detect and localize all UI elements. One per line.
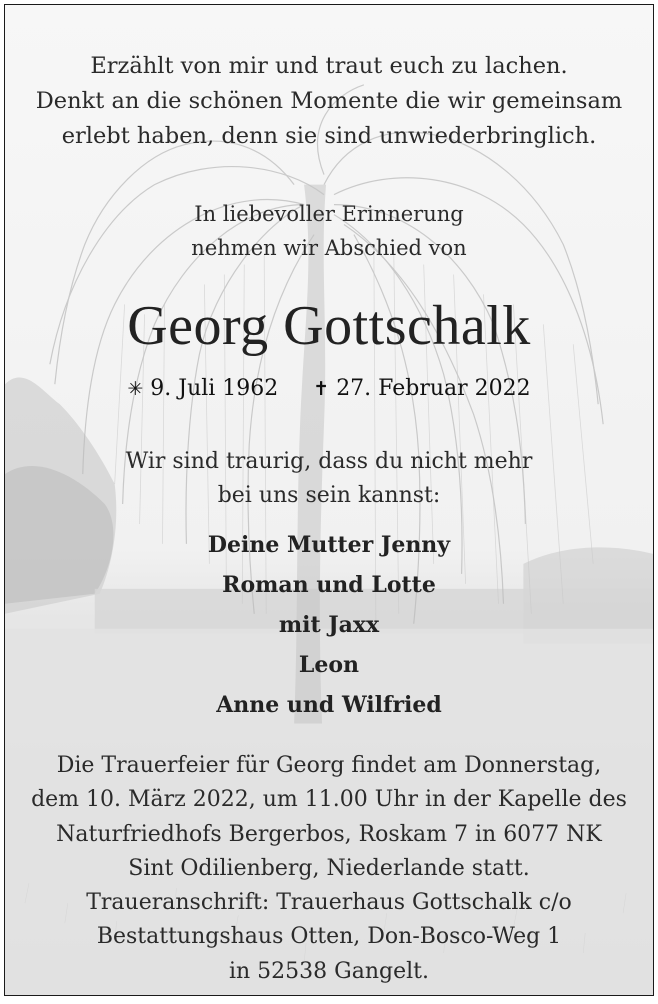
mourning-message [5, 445, 653, 513]
deceased-name: Georg Gottschalk [127, 295, 531, 357]
mourning-line: bei uns sein kannst: [217, 483, 441, 508]
funeral-line: Sint Odilienberg, Niederlande statt. [128, 855, 530, 881]
funeral-line: Die Trauerfeier für Georg findet am Donnerstag, [56, 753, 602, 778]
family-member: Leon [298, 652, 360, 678]
life-dates [5, 373, 653, 405]
intro-line: In liebevoller Erinnerung [194, 202, 464, 226]
quote-block [5, 49, 653, 154]
quote-line: erlebt haben, denn sie sind unwiederbringlich. [61, 123, 597, 149]
family-member: Roman und Lotte [222, 572, 436, 598]
quote-line: Erzählt von mir und traut euch zu lachen. [90, 53, 568, 79]
funeral-line: Bestattungshaus Otten, Don-Bosco-Weg 1 [96, 924, 562, 950]
death-cross-icon: ✝ [313, 378, 330, 400]
intro-block [5, 197, 653, 265]
family-member: Anne und Wilfried [216, 692, 442, 718]
funeral-line: in 52538 Gangelt. [228, 958, 429, 984]
death-date: 27. Februar 2022 [336, 376, 531, 401]
obituary-notice [4, 4, 654, 996]
funeral-details [5, 749, 653, 989]
family-list [5, 525, 653, 725]
funeral-line: dem 10. März 2022, um 11.00 Uhr in der Kapelle des [31, 787, 627, 813]
quote-line: Denkt an die schönen Momente die wir gemeinsam [35, 88, 623, 114]
family-member: mit Jaxx [278, 612, 380, 638]
funeral-line: Traueranschrift: Trauerhaus Gottschalk c/o [86, 890, 572, 916]
mourning-line: Wir sind traurig, dass du nicht mehr [125, 449, 533, 474]
birth-date: 9. Juli 1962 [150, 376, 279, 401]
intro-line: nehmen wir Abschied von [191, 236, 467, 260]
family-member: Deine Mutter Jenny [207, 532, 451, 558]
birth-star-icon: ✳ [127, 378, 144, 400]
funeral-line: Naturfriedhofs Bergerbos, Roskam 7 in 6077 NK [56, 821, 602, 847]
